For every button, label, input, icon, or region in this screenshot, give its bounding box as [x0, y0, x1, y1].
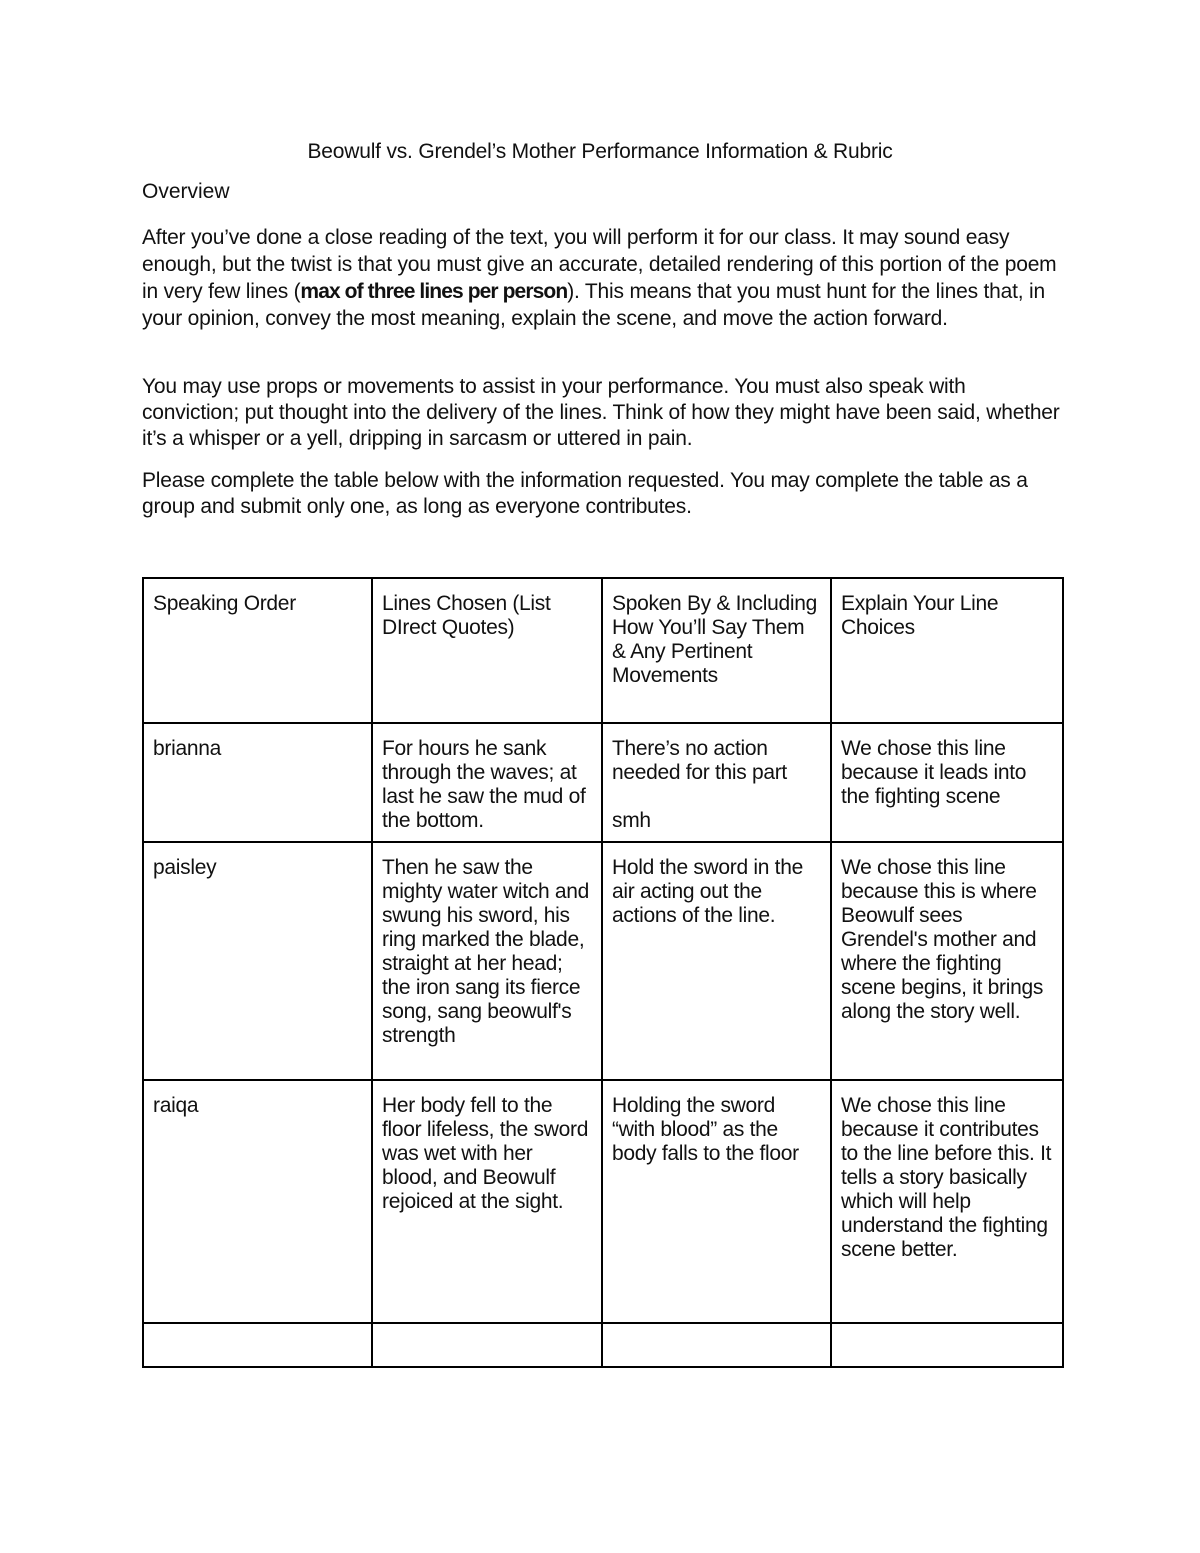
table-row — [143, 723, 1063, 842]
overview-heading: Overview — [142, 180, 230, 203]
table-cell-delivery — [602, 1323, 831, 1367]
table-cell-speaker: raiqa — [143, 1080, 372, 1323]
performance-table — [142, 577, 1064, 1368]
table-cell-lines: Her body fell to the floor lifeless, the sword was wet with her blood, and Beowulf rejoiced at the sight. — [372, 1080, 602, 1323]
table-cell-speaker: brianna — [143, 723, 372, 842]
table-row-empty — [143, 1323, 1063, 1367]
header-spoken-by: Spoken By & Including How You’ll Say Them & Any Pertinent Movements — [602, 578, 831, 723]
table-cell-explanation: We chose this line because this is where Beowulf sees Grendel's mother and where the fighting scene begins, it brings along the story well. — [831, 842, 1063, 1080]
paragraph-1-text-after: ). This means that you must hunt for the lines that, in your opinion, convey the most meaning, explain the scene, and move the action forward. — [142, 280, 1045, 330]
table-cell-lines: For hours he sank through the waves; at last he saw the mud of the bottom. — [372, 723, 602, 842]
table-cell-delivery: There’s no action needed for this part smh — [602, 723, 831, 842]
table-header-row — [143, 578, 1063, 723]
table-row — [143, 842, 1063, 1080]
table-cell-lines: Then he saw the mighty water witch and swung his sword, his ring marked the blade, straight at her head; the iron sang its fierce song, sang beowulf's strength — [372, 842, 602, 1080]
table-cell-speaker — [143, 1323, 372, 1367]
table-cell-delivery: Holding the sword “with blood” as the body falls to the floor — [602, 1080, 831, 1323]
table-cell-delivery: Hold the sword in the air acting out the actions of the line. — [602, 842, 831, 1080]
header-speaking-order: Speaking Order — [143, 578, 372, 723]
page-title: Beowulf vs. Grendel’s Mother Performance Information & Rubric — [307, 140, 893, 163]
overview-paragraph-1 — [142, 224, 1067, 332]
table-cell-lines — [372, 1323, 602, 1367]
table-cell-explanation — [831, 1323, 1063, 1367]
table-cell-explanation: We chose this line because it contributes to the line before this. It tells a story basically which will help understand the fighting scene better. — [831, 1080, 1063, 1323]
overview-paragraph-3: Please complete the table below with the information requested. You may complete the table as a group and submit only one, as long as everyone contributes. — [142, 469, 1028, 518]
header-lines-chosen: Lines Chosen (List DIrect Quotes) — [372, 578, 602, 723]
paragraph-1-text-before: After you’ve done a close reading of the text, you will perform it for our class. It may sound easy enough, but the twist is that you must give an accurate, detailed rendering of this portion of the poem in very few lines ( — [142, 226, 1057, 303]
table-cell-speaker: paisley — [143, 842, 372, 1080]
overview-paragraph-2: You may use props or movements to assist in your performance. You must also speak with conviction; put thought into the delivery of the lines. Think of how they might have been said, whether it’s a whisper or a yell, dripping in sarcasm or uttered in pain. — [142, 375, 1060, 450]
table-cell-explanation: We chose this line because it leads into the fighting scene — [831, 723, 1063, 842]
table-row — [143, 1080, 1063, 1323]
paragraph-1-bold-text: max of three lines per person — [300, 280, 568, 303]
header-explain-choices: Explain Your Line Choices — [831, 578, 1063, 723]
